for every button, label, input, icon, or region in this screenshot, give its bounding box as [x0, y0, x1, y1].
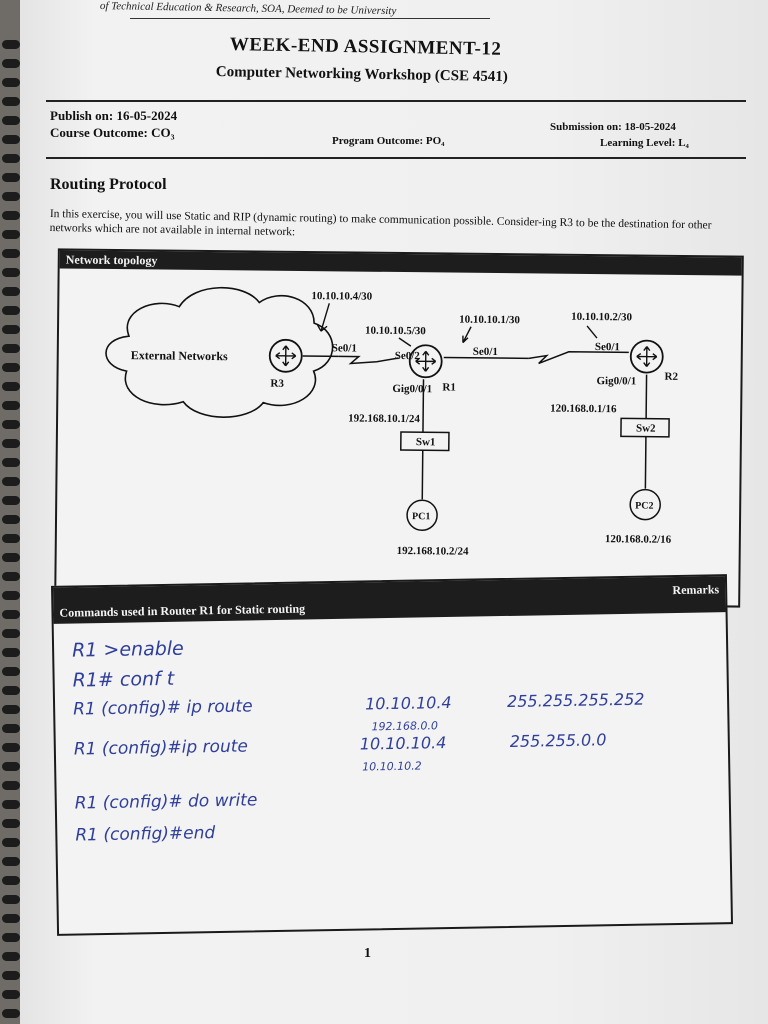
hw-end: R1 (config)#end: [75, 823, 216, 846]
label-ip-r2-gig: 120.168.0.1/16: [550, 402, 617, 416]
label-ip-pc2: 120.168.0.2/16: [604, 533, 672, 546]
binding-coil: [2, 496, 20, 505]
binding-coil: [2, 648, 20, 657]
exercise-paragraph: In this exercise, you will use Static and RIP (dynamic routing) to make communication possible. Consider-ing R3 to be the destination for other networks which are not available in internal network:: [49, 207, 712, 239]
label-ip-pc1: 192.168.10.2/24: [396, 544, 469, 558]
binding-coil: [2, 857, 20, 866]
binding-coil: [2, 344, 20, 353]
label-r1: R1: [442, 381, 456, 394]
hw-enable: R1 >enable: [71, 637, 184, 662]
label-ip-r1-se01: 10.10.10.1/30: [459, 313, 521, 327]
hw-ip-route-1-net: 10.10.10.4: [364, 692, 452, 714]
binding-coil: [2, 173, 20, 182]
binding-coil: [2, 743, 20, 752]
hw-ip-route-2-above: 192.168.0.0: [371, 719, 439, 734]
binding-coil: [2, 59, 20, 68]
hw-do-write: R1 (config)# do write: [74, 790, 258, 814]
program-outcome: Program Outcome: PO₄: [332, 135, 445, 147]
binding-coil: [2, 458, 20, 467]
commands-header-label: Commands used in Router R1 for Static routing: [59, 601, 306, 620]
hw-ip-route-1-mask: 255.255.255.252: [506, 689, 645, 711]
header-rule-top: [46, 100, 746, 102]
binding-coil: [2, 876, 20, 885]
binding-coil: [2, 838, 20, 847]
router-r2-icon: [631, 340, 663, 372]
label-sw1: Sw1: [415, 436, 436, 449]
binding-coil: [2, 1009, 20, 1018]
remarks-label: Remarks: [672, 582, 720, 598]
hw-ip-route-2: R1 (config)#ip route: [73, 736, 249, 760]
label-r3-se01: Se0/1: [331, 342, 357, 355]
hw-ip-route-1: R1 (config)# ip route: [72, 696, 253, 720]
hw-ip-route-2-mask: 255.255.0.0: [509, 730, 607, 751]
link-r3-r1-zigzag: [339, 356, 399, 364]
label-r2: R2: [664, 370, 679, 383]
institution-underline: [130, 18, 490, 19]
binding-coil: [2, 40, 20, 49]
label-r2-se01: Se0/1: [594, 341, 620, 354]
label-ip-r3-se: 10.10.10.4/30: [311, 290, 373, 303]
topology-diagram: [56, 250, 738, 601]
label-pc1: PC1: [412, 511, 431, 523]
binding-coil: [2, 686, 20, 695]
binding-coil: [2, 724, 20, 733]
binding-coil: [2, 952, 20, 961]
binding-coil: [2, 477, 20, 486]
binding-coil: [2, 230, 20, 239]
topology-box: [54, 248, 744, 607]
label-r2-gig: Gig0/0/1: [596, 375, 637, 388]
link-r1-r2-zigzag: [529, 351, 629, 364]
submission-date: Submission on: 18-05-2024: [550, 121, 676, 133]
page-number: 1: [364, 946, 371, 961]
binding-coil: [2, 287, 20, 296]
header-rule-bottom: [46, 157, 746, 159]
binding-coil: [2, 382, 20, 391]
binding-coil: [2, 667, 20, 676]
link-sw1-pc1: [422, 450, 423, 499]
binding-coil: [2, 306, 20, 315]
label-r1-se01: Se0/1: [472, 345, 498, 359]
binding-coil: [2, 534, 20, 543]
course-outcome: Course Outcome: CO₃: [50, 125, 175, 140]
binding-coil: [2, 800, 20, 809]
hw-ip-route-2-below: 10.10.10.2: [362, 759, 422, 774]
topology-header: Network topology: [60, 250, 742, 275]
document-page: [20, 0, 768, 1024]
commands-header: [53, 576, 726, 624]
binding-coil: [2, 78, 20, 87]
arrow-r1-se02-ip: [399, 338, 411, 346]
commands-box: [51, 574, 733, 936]
hw-ip-route-2-net: 10.10.10.4: [359, 733, 447, 754]
section-title: Routing Protocol: [50, 176, 167, 193]
label-r3: R3: [270, 377, 284, 390]
label-ip-r2-se: 10.10.10.2/30: [571, 310, 633, 324]
binding-coil: [2, 249, 20, 258]
router-r3-icon: [270, 340, 302, 372]
label-pc2: PC2: [635, 500, 654, 512]
label-r1-gig: Gig0/0/1: [392, 382, 433, 396]
binding-coil: [2, 895, 20, 904]
course-title: Computer Networking Workshop (CSE 4541): [215, 64, 508, 86]
binding-coil: [2, 990, 20, 999]
binding-coil: [2, 914, 20, 923]
binding-coil: [2, 553, 20, 562]
binding-coil: [2, 401, 20, 410]
cloud-label: External Networks: [130, 348, 228, 364]
binding-coil: [2, 154, 20, 163]
binding-coil: [2, 781, 20, 790]
binding-coil: [2, 819, 20, 828]
institution-line: of Technical Education & Research, SOA, Deemed to be University: [99, 0, 397, 18]
label-r1-se02: Se0/2: [394, 349, 420, 363]
binding-coil: [2, 705, 20, 714]
binding-coil: [2, 762, 20, 771]
publish-date: Publish on: 16-05-2024: [50, 108, 178, 123]
label-sw2: Sw2: [635, 422, 656, 435]
binding-coil: [2, 933, 20, 942]
binding-coil: [2, 439, 20, 448]
binding-coil: [2, 97, 20, 106]
binding-coil: [2, 135, 20, 144]
binding-coil: [2, 610, 20, 619]
arrow-r1-se01-ip: [463, 327, 471, 343]
assignment-title: WEEK-END ASSIGNMENT-12: [229, 34, 502, 60]
binding-coil: [2, 572, 20, 581]
label-ip-r1-se02: 10.10.10.5/30: [364, 324, 426, 338]
binding-coil: [2, 268, 20, 277]
label-ip-r1-gig: 192.168.10.1/24: [348, 412, 420, 426]
binding-coil: [2, 591, 20, 600]
binding-coil: [2, 116, 20, 125]
arrow-r2-ip: [587, 326, 597, 338]
link-sw2-pc2: [645, 437, 646, 489]
binding-coil: [2, 515, 20, 524]
binding-coil: [2, 325, 20, 334]
binding-coil: [2, 420, 20, 429]
binding-coil: [2, 363, 20, 372]
binding-coil: [2, 192, 20, 201]
binding-coil: [2, 629, 20, 638]
binding-coil: [2, 971, 20, 980]
learning-level: Learning Level: L₄: [600, 137, 689, 149]
hw-conf-t: R1# conf t: [72, 667, 175, 692]
binding-coil: [2, 211, 20, 220]
